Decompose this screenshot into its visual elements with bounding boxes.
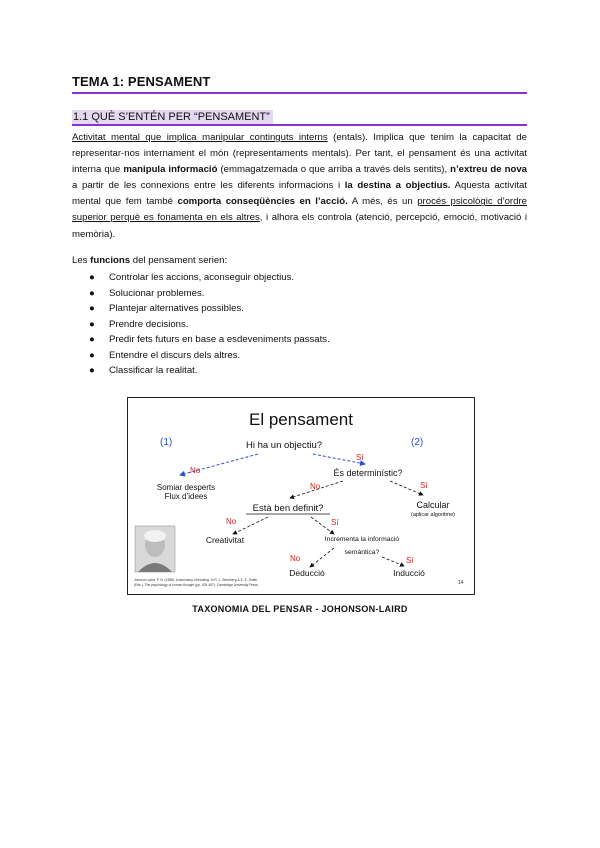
node-creativity: Creativitat <box>205 535 245 545</box>
list-item: ● Classificar la realitat. <box>89 363 330 379</box>
bullet-icon: ● <box>89 287 95 299</box>
figure-title: El pensament <box>249 410 353 429</box>
reference-line-1: Johnson-Laird, P. N. (1988). A taxonomy of thinking. In R. J. Sternberg & E. E. Smith <box>134 578 258 582</box>
node-calculate-sub: (aplicar algoritme) <box>410 512 456 518</box>
title-divider <box>72 92 527 94</box>
functions-intro: Les funcions del pensament serien: <box>72 255 228 266</box>
node-daydream-2: Flux d’idees <box>164 492 208 501</box>
slide-page-number: 14 <box>458 580 464 586</box>
section-divider <box>72 124 527 126</box>
bullet-icon: ● <box>89 365 95 376</box>
thinking-taxonomy-figure <box>127 397 475 595</box>
edge-label-wd-no: No <box>226 517 237 526</box>
bullet-icon: ● <box>89 318 95 330</box>
edge-sem-no <box>310 548 334 567</box>
edge-label-no: No <box>190 466 201 475</box>
node-calculate: Calcular <box>416 500 450 510</box>
edge-label-yes: Sí <box>356 453 364 462</box>
label-1: (1) <box>160 437 173 448</box>
edge-sem-yes <box>382 557 404 566</box>
reference-line-2: (Eds.), The psychology of human thought (pp. 429-457). Cambridge University Press. <box>134 583 259 587</box>
page-title: TEMA 1: PENSAMENT <box>72 74 211 89</box>
underlined-definition: Activitat mental que implica manipular continguts interns <box>72 132 328 143</box>
edge-label-det-no: No <box>310 482 321 491</box>
bullet-icon: ● <box>89 272 95 283</box>
bullet-icon: ● <box>89 349 95 361</box>
edge-label-sem-no: No <box>290 554 301 563</box>
definition-paragraph: Activitat mental que implica manipular continguts interns (entals). Implica que tenim la capacitat de representar-nos internament el món (representaments mentals). Per tant, el pensament és una activitat interna que manipula informació (emmagatzemada o que arriba a través dels sentits), n’extreu de nova a partir de les connexions entre les diferents informacions i la destina a objectius. Aquesta activitat mental que fem també comporta conseqüències en l’acció. A més, és un procés psicològic d’ordre superior perquè es fonamenta en els altres, i alhora els controla (atenció, percepció, emoció, motivació i memòria). <box>72 132 528 240</box>
node-well-defined: Està ben definit? <box>252 503 324 514</box>
node-induction: Inducció <box>393 568 425 578</box>
node-goal: Hi ha un objectiu? <box>245 440 323 451</box>
node-deduction: Deducció <box>289 568 325 578</box>
list-item: ● Solucionar problemes. <box>89 286 330 302</box>
bullet-icon: ● <box>89 303 95 314</box>
edge-label-det-yes: Sí <box>420 481 428 490</box>
section-heading: 1.1 QUÈ S’ENTÉN PER “PENSAMENT” <box>72 110 273 124</box>
figure-caption: TAXONOMIA DEL PENSAR - JOHONSON-LAIRD <box>192 604 408 614</box>
node-daydream-1: Somiar desperts <box>156 483 216 492</box>
node-deterministic: És determinístic? <box>333 468 403 478</box>
list-item: ● Predir fets futurs en base a esdeveniments passats. <box>89 332 330 348</box>
author-portrait <box>135 526 175 572</box>
functions-list <box>89 270 330 379</box>
list-item: ● Controlar les accions, aconseguir objectius. <box>89 270 330 286</box>
edge-label-wd-yes: Sí <box>331 518 339 527</box>
label-2: (2) <box>411 437 424 448</box>
list-item: ● Plantejar alternatives possibles. <box>89 301 330 317</box>
edge-wd-no <box>233 517 268 534</box>
node-semantic-1: Incrementa la informació <box>324 536 400 543</box>
edge-det-yes <box>390 481 423 495</box>
bullet-icon: ● <box>89 334 95 345</box>
edge-label-sem-yes: Sí <box>406 556 414 565</box>
list-item: ● Prendre decisions. <box>89 317 330 333</box>
node-semantic-2: semàntica? <box>344 549 380 556</box>
list-item: ● Entendre el discurs dels altres. <box>89 348 330 364</box>
